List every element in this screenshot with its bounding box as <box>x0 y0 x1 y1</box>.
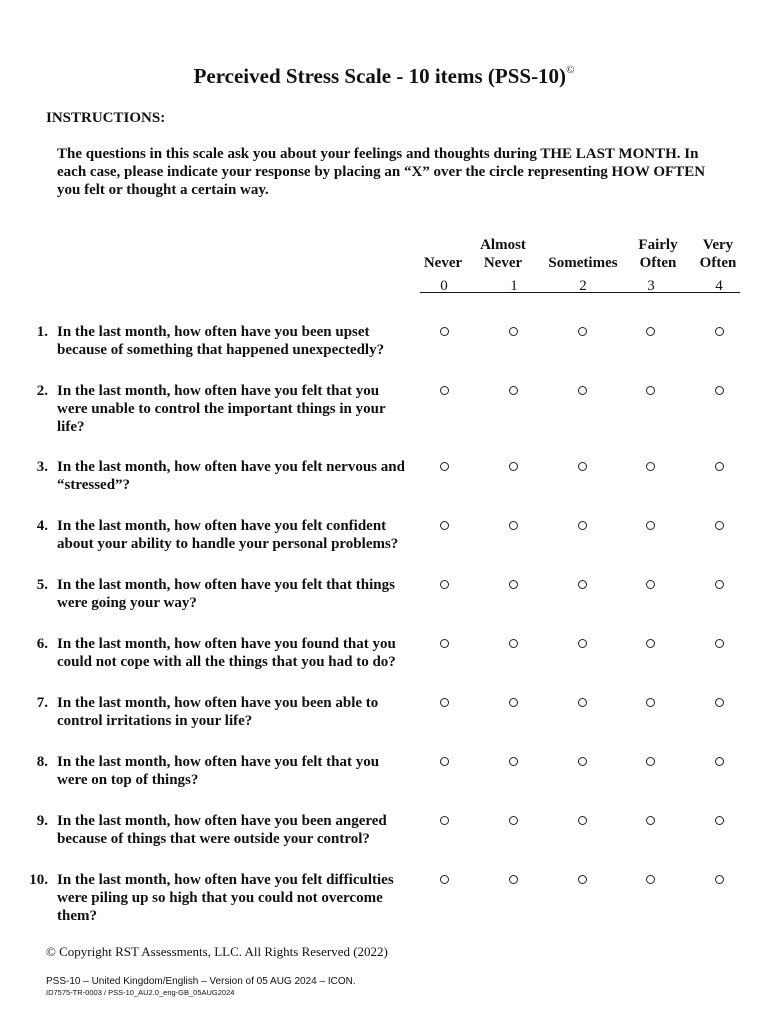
question-text: In the last month, how often have you felt that you were unable to control the important things in your life? <box>57 383 386 435</box>
question-number: 4. <box>36 518 48 534</box>
copyright-mark: © <box>566 64 575 76</box>
scale-value-0: 0 <box>440 278 448 294</box>
q10-option-very-often[interactable] <box>715 875 724 884</box>
q2-option-very-often[interactable] <box>715 386 724 395</box>
scale-value-1: 1 <box>510 278 518 294</box>
scale-header-line2: Often <box>639 255 677 271</box>
q8-option-sometimes[interactable] <box>578 757 587 766</box>
q2-option-never[interactable] <box>440 386 449 395</box>
q4-option-never[interactable] <box>440 521 449 530</box>
q1-option-fairly-often[interactable] <box>646 327 655 336</box>
q6-option-almost-never[interactable] <box>509 639 518 648</box>
q6-option-fairly-often[interactable] <box>646 639 655 648</box>
q1-option-almost-never[interactable] <box>509 327 518 336</box>
q3-option-fairly-often[interactable] <box>646 462 655 471</box>
question-text: In the last month, how often have you been upset because of something that happened unexpectedly? <box>57 324 385 358</box>
footer-version: PSS-10 – United Kingdom/English – Version of 05 AUG 2024 – ICON. <box>46 976 356 987</box>
question-number: 5. <box>36 577 48 593</box>
question-text: In the last month, how often have you felt confident about your ability to handle your personal problems? <box>57 518 399 552</box>
q4-option-very-often[interactable] <box>715 521 724 530</box>
question-number: 1. <box>36 324 48 340</box>
scale-header-line2: Never <box>483 255 523 271</box>
question-number: 3. <box>36 459 48 475</box>
question-text: In the last month, how often have you felt difficulties were piling up so high that you could not overcome them? <box>57 872 394 924</box>
copyright-notice: © Copyright RST Assessments, LLC. All Rights Reserved (2022) <box>46 944 388 959</box>
q5-option-almost-never[interactable] <box>509 580 518 589</box>
q1-option-very-often[interactable] <box>715 327 724 336</box>
scale-header-almost-never <box>475 232 531 272</box>
scale-header-very-often <box>694 232 742 272</box>
scale-underline <box>420 292 740 293</box>
q10-option-never[interactable] <box>440 875 449 884</box>
question-number: 6. <box>36 636 48 652</box>
question-text: In the last month, how often have you felt that things were going your way? <box>57 577 395 611</box>
q3-option-sometimes[interactable] <box>578 462 587 471</box>
scale-value-2: 2 <box>579 278 587 294</box>
q2-option-almost-never[interactable] <box>509 386 518 395</box>
q6-option-very-often[interactable] <box>715 639 724 648</box>
scale-header-sometimes <box>543 232 623 272</box>
q1-option-never[interactable] <box>440 327 449 336</box>
q4-option-fairly-often[interactable] <box>646 521 655 530</box>
scale-value-4: 4 <box>715 278 723 294</box>
instructions-body: The questions in this scale ask you about your feelings and thoughts during THE LAST MONTH. In each case, please indicate your response by placing an “X” over the circle representing HOW OFTEN you felt or thought a certain way. <box>57 146 706 198</box>
q9-option-almost-never[interactable] <box>509 816 518 825</box>
q3-option-almost-never[interactable] <box>509 462 518 471</box>
q4-option-almost-never[interactable] <box>509 521 518 530</box>
scale-header-line2: Never <box>423 255 463 271</box>
scale-header-line1: Very <box>702 237 734 253</box>
q3-option-never[interactable] <box>440 462 449 471</box>
question-text: In the last month, how often have you been able to control irritations in your life? <box>57 695 379 729</box>
question-text: In the last month, how often have you felt that you were on top of things? <box>57 754 380 788</box>
q2-option-fairly-often[interactable] <box>646 386 655 395</box>
q10-option-sometimes[interactable] <box>578 875 587 884</box>
scale-value-3: 3 <box>647 278 655 294</box>
question-number: 7. <box>36 695 48 711</box>
scale-header-line2: Often <box>699 255 737 271</box>
page-title <box>0 64 768 89</box>
question-number: 10. <box>29 872 48 888</box>
title-text: Perceived Stress Scale - 10 items (PSS-10) <box>193 64 567 88</box>
scale-header-fairly-often <box>632 232 684 272</box>
question-text: In the last month, how often have you felt nervous and “stressed”? <box>57 459 405 493</box>
footer-document-id: ID7575-TR-0003 / PSS-10_AU2.0_eng-GB_05AUG2024 <box>46 988 235 997</box>
q5-option-never[interactable] <box>440 580 449 589</box>
instructions-heading: INSTRUCTIONS: <box>46 110 166 126</box>
question-text: In the last month, how often have you been angered because of things that were outside your control? <box>57 813 387 847</box>
scale-header-line1: Fairly <box>638 237 678 253</box>
scale-header-line2: Sometimes <box>548 255 618 271</box>
q9-option-very-often[interactable] <box>715 816 724 825</box>
question-number: 9. <box>36 813 48 829</box>
q5-option-sometimes[interactable] <box>578 580 587 589</box>
q8-option-almost-never[interactable] <box>509 757 518 766</box>
q6-option-sometimes[interactable] <box>578 639 587 648</box>
q10-option-fairly-often[interactable] <box>646 875 655 884</box>
q7-option-sometimes[interactable] <box>578 698 587 707</box>
q2-option-sometimes[interactable] <box>578 386 587 395</box>
scale-header-never <box>418 232 468 272</box>
question-number: 2. <box>36 383 48 399</box>
q8-option-very-often[interactable] <box>715 757 724 766</box>
q7-option-almost-never[interactable] <box>509 698 518 707</box>
q8-option-never[interactable] <box>440 757 449 766</box>
q1-option-sometimes[interactable] <box>578 327 587 336</box>
q5-option-very-often[interactable] <box>715 580 724 589</box>
q4-option-sometimes[interactable] <box>578 521 587 530</box>
q7-option-never[interactable] <box>440 698 449 707</box>
q9-option-fairly-often[interactable] <box>646 816 655 825</box>
question-number: 8. <box>36 754 48 770</box>
scale-header-line1: Almost <box>480 237 526 253</box>
question-text: In the last month, how often have you found that you could not cope with all the things that you had to do? <box>57 636 396 670</box>
q9-option-sometimes[interactable] <box>578 816 587 825</box>
q3-option-very-often[interactable] <box>715 462 724 471</box>
q9-option-never[interactable] <box>440 816 449 825</box>
q7-option-very-often[interactable] <box>715 698 724 707</box>
q10-option-almost-never[interactable] <box>509 875 518 884</box>
q6-option-never[interactable] <box>440 639 449 648</box>
q7-option-fairly-often[interactable] <box>646 698 655 707</box>
q8-option-fairly-often[interactable] <box>646 757 655 766</box>
q5-option-fairly-often[interactable] <box>646 580 655 589</box>
